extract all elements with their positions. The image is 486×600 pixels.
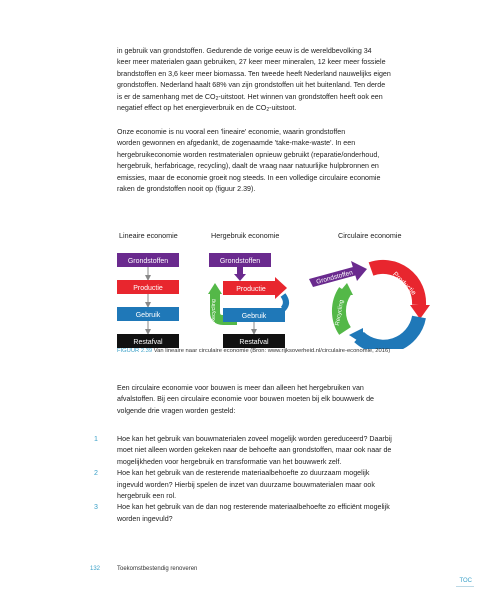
text-line: grondstoffen. Nederland haalt 68% van zijn grondstoffen uit het buitenland. Ten derde [117,81,386,90]
text-line: raken de grondstoffen nooit op (figuur 2.39). [117,185,256,194]
label-grondstoffen: Grondstoffen [127,258,169,265]
label-gebruik: Gebruik [241,313,267,320]
label-circular-grondstoffen: Grondstoffen [315,269,354,286]
paragraph-intro [117,46,435,114]
label-gebruik: Gebruik [135,312,161,319]
label-circular-productie: Productie [391,271,417,297]
text-line: negatief effect op het energieverbruik en de $CO_2$-uitstoot. [117,104,297,114]
figure-economy-models [113,231,443,359]
figure-title-circular: Circulaire economie [338,231,402,240]
list-number: 3 [94,503,98,512]
text-line: Een circulaire economie voor bouwen is meer dan alleen het hergebruiken van [117,384,364,392]
text-line: keer meer materialen gaan gebruiken, 27 keer meer mineralen, 12 keer meer fossiele [117,58,386,67]
figure-diagram [113,231,443,349]
text-line: is er de samenhang met de $CO_2$-uitstoot. Het winnen van grondstoffen heeft ook een [117,92,383,102]
list-item [90,468,435,502]
text-line: hergebruik, herfabricage, recycling), daalt de vraag naar natuurlijke hulpbronnen en [117,162,379,171]
label-productie: Productie [133,285,163,292]
text-line: worden ingevuld? [117,514,173,523]
circular-economy-diagram [309,261,430,347]
running-footer-title: Toekomstbestendig renoveren [117,566,198,572]
paragraph-economy [117,127,435,195]
text-line: moet niet alleen worden gekeken naar de behoefte aan grondstoffen, maar ook naar de [117,446,392,455]
text-line: Onze economie is nu vooral een 'lineaire' economie, waarin grondstoffen [117,128,346,136]
toc-underline [456,586,474,587]
text-line: worden gewonnen en afgedankt, de zogenaamde 'take-make-waste'. In een [117,139,356,148]
label-restafval: Restafval [133,339,163,346]
text-line: in gebruik van grondstoffen. Gedurende de vorige eeuw is de wereldbevolking 34 [117,47,372,55]
linear-economy-diagram [117,253,179,348]
text-line: Hoe kan het gebruik van bouwmaterialen zoveel mogelijk worden gereduceerd? Daarbij [117,435,392,443]
label-recycling: Recycling [211,299,217,323]
label-restafval: Restafval [239,339,269,346]
reuse-economy-diagram [208,253,287,348]
list-item [90,502,435,525]
text-line: hergebruikeconomie worden restmaterialen opnieuw gebruikt (reparatie/onderhoud, [117,150,380,159]
figure-caption [117,348,390,354]
figure-label: FIGUUR 2.39 [117,348,153,354]
figure-caption-text: Van lineaire naar circulaire economie (Bron: www.rijksoverheid.nl/circulaire-economie, 2016) [153,348,391,354]
page-number: 132 [90,566,101,572]
text-line: Hoe kan het gebruik van de dan nog resterende materiaalbehoefte zo efficiënt mogelijk [117,503,390,512]
list-number: 1 [94,435,98,443]
text-line: ingevuld worden? Hierbij spelen de inzet van duurzame bouwmaterialen maar ook [117,480,375,489]
label-productie: Productie [236,286,266,293]
text-line: emissies, maar de economie groeit nog steeds. In een volledige circulaire economie [117,173,381,182]
label-circular-recycling: Recycling [334,299,346,327]
text-line: afvalstoffen. Bij een circulaire economie voor bouwen moeten bij elk bouwwerk de [117,395,374,404]
paragraph-circular-building [117,383,435,417]
text-line: Hoe kan het gebruik van de resterende materiaalbehoefte zo duurzaam mogelijk [117,469,370,478]
text-line: volgende drie vragen worden gesteld: [117,406,236,415]
question-list [90,434,435,525]
toc-link[interactable]: TOC [459,578,472,584]
text-line: brandstoffen en 3,6 keer meer biomassa. Ten tweede heeft Nederland nauwelijks eigen [117,69,391,78]
text-line: hergebruik een rol. [117,492,177,501]
list-number: 2 [94,469,98,478]
figure-title-linear: Lineaire economie [119,231,178,240]
text-line: mogelijkheden voor hergebruik en transformatie van het bouwwerk zelf. [117,457,342,466]
label-grondstoffen: Grondstoffen [219,258,261,265]
figure-title-reuse: Hergebruik economie [211,231,280,240]
list-item [90,434,435,468]
